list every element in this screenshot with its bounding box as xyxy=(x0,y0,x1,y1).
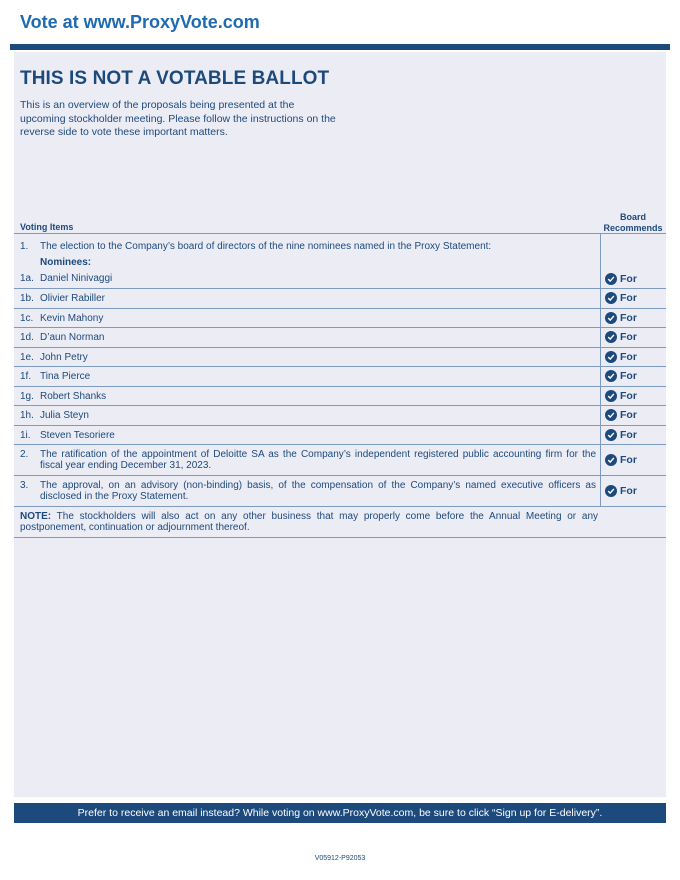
nominee-name: Julia Steyn xyxy=(40,410,89,421)
check-circle-icon xyxy=(605,273,617,285)
nominee-row xyxy=(14,387,666,407)
nominees-label: Nominees: xyxy=(40,257,92,268)
nominee-row xyxy=(14,348,666,368)
nominee-number: 1e. xyxy=(20,351,34,363)
recommendation-label: For xyxy=(620,370,637,383)
check-circle-icon xyxy=(605,351,617,363)
board-recommendation xyxy=(600,445,666,475)
board-header-line1: Board xyxy=(619,212,646,222)
nominee-name: John Petry xyxy=(40,351,88,363)
proposal-text: The election to the Company’s board of directors of the nine nominees named in the Proxy Statement: xyxy=(40,241,492,252)
note-row xyxy=(14,507,666,538)
nominee-name: Kevin Mahony xyxy=(40,312,104,324)
proposal-3-row xyxy=(14,476,666,507)
nominee-row xyxy=(14,289,666,309)
recommendation-label: For xyxy=(620,485,637,497)
nominee-name: Olivier Rabiller xyxy=(40,293,106,304)
nominee-row xyxy=(14,328,666,348)
check-circle-icon xyxy=(605,429,617,441)
nominee-row xyxy=(14,426,666,446)
nominee-name: Tina Pierce xyxy=(40,371,91,382)
board-recommendation xyxy=(600,328,666,347)
check-circle-icon xyxy=(605,292,617,304)
board-recommendation xyxy=(600,348,666,367)
proposal-number: 1. xyxy=(20,241,29,252)
proposal-2-row xyxy=(14,445,666,476)
proxyvote-title: Vote at www.ProxyVote.com xyxy=(20,12,260,32)
nominee-row xyxy=(14,367,666,387)
check-circle-icon xyxy=(605,454,617,466)
proposal-text: The ratification of the appointment of Deloitte SA as the Company’s independent registered public accounting firm for the fiscal year ending December 31, 2023. xyxy=(40,449,596,471)
board-recommendation xyxy=(600,387,666,406)
board-recommendation xyxy=(600,426,666,445)
note-text xyxy=(20,511,598,533)
board-recommendation xyxy=(600,309,666,328)
nominee-number: 1g. xyxy=(20,390,34,402)
check-circle-icon xyxy=(605,390,617,402)
nominee-name: Robert Shanks xyxy=(40,390,107,402)
nominee-name: Steven Tesoriere xyxy=(40,429,115,441)
nominee-row xyxy=(14,406,666,426)
board-recommendation xyxy=(600,289,666,308)
document-code: V05912-P92053 xyxy=(314,855,366,862)
recommendation-label: For xyxy=(620,409,637,422)
nominee-number: 1f. xyxy=(20,371,32,382)
recommendation-label: For xyxy=(620,311,637,324)
check-circle-icon xyxy=(605,485,617,497)
proposal-number: 2. xyxy=(20,449,29,460)
recommendation-label: For xyxy=(620,273,637,285)
nominee-number: 1i. xyxy=(20,429,31,441)
note-label: NOTE: xyxy=(20,511,52,522)
nominee-name: Daniel Ninivaggi xyxy=(40,273,113,284)
board-recommendation xyxy=(600,234,666,288)
recommendation-label: For xyxy=(620,454,637,466)
edelivery-banner: Prefer to receive an email instead? While voting on www.ProxyVote.com, be sure to click “Sign up for E-delivery”. xyxy=(14,803,666,823)
nominee-number: 1d. xyxy=(20,332,34,343)
header-rule xyxy=(10,44,670,50)
recommendation-label: For xyxy=(620,292,637,305)
intro-text: This is an overview of the proposals being presented at the upcoming stockholder meeting. Please follow the instructions on the reverse side to vote these important matters. xyxy=(20,99,336,138)
check-circle-icon xyxy=(605,370,617,382)
recommendation-label: For xyxy=(620,331,637,344)
nominee-row xyxy=(14,309,666,329)
voting-table xyxy=(14,233,666,538)
recommendation-label: For xyxy=(620,389,637,402)
nominee-number: 1b. xyxy=(20,293,34,304)
nominee-name: D’aun Norman xyxy=(40,332,105,343)
board-recommends-header xyxy=(598,212,668,233)
recommendation-label: For xyxy=(620,350,637,363)
proposal-number: 3. xyxy=(20,480,29,491)
nominee-number: 1a. xyxy=(20,273,34,284)
board-header-line2: Recommends xyxy=(603,222,663,233)
board-recommendation xyxy=(600,476,666,506)
proposal-1-row xyxy=(14,234,666,289)
board-recommendation xyxy=(600,367,666,386)
check-circle-icon xyxy=(605,331,617,343)
nominee-number: 1c. xyxy=(20,312,34,324)
recommendation-label: For xyxy=(620,428,637,441)
nominee-number: 1h. xyxy=(20,410,34,421)
note-body: The stockholders will also act on any other business that may properly come before the Annual Meeting or any postponement, continuation or adjournment thereof. xyxy=(20,511,598,533)
voting-items-header: Voting Items xyxy=(20,222,74,232)
board-recommendation xyxy=(600,406,666,425)
proposal-text: The approval, on an advisory (non-binding) basis, of the compensation of the Company’s named executive officers as disclosed in the Proxy Statement. xyxy=(40,480,596,502)
check-circle-icon xyxy=(605,409,617,421)
check-circle-icon xyxy=(605,312,617,324)
page-heading: THIS IS NOT A VOTABLE BALLOT xyxy=(20,68,330,89)
